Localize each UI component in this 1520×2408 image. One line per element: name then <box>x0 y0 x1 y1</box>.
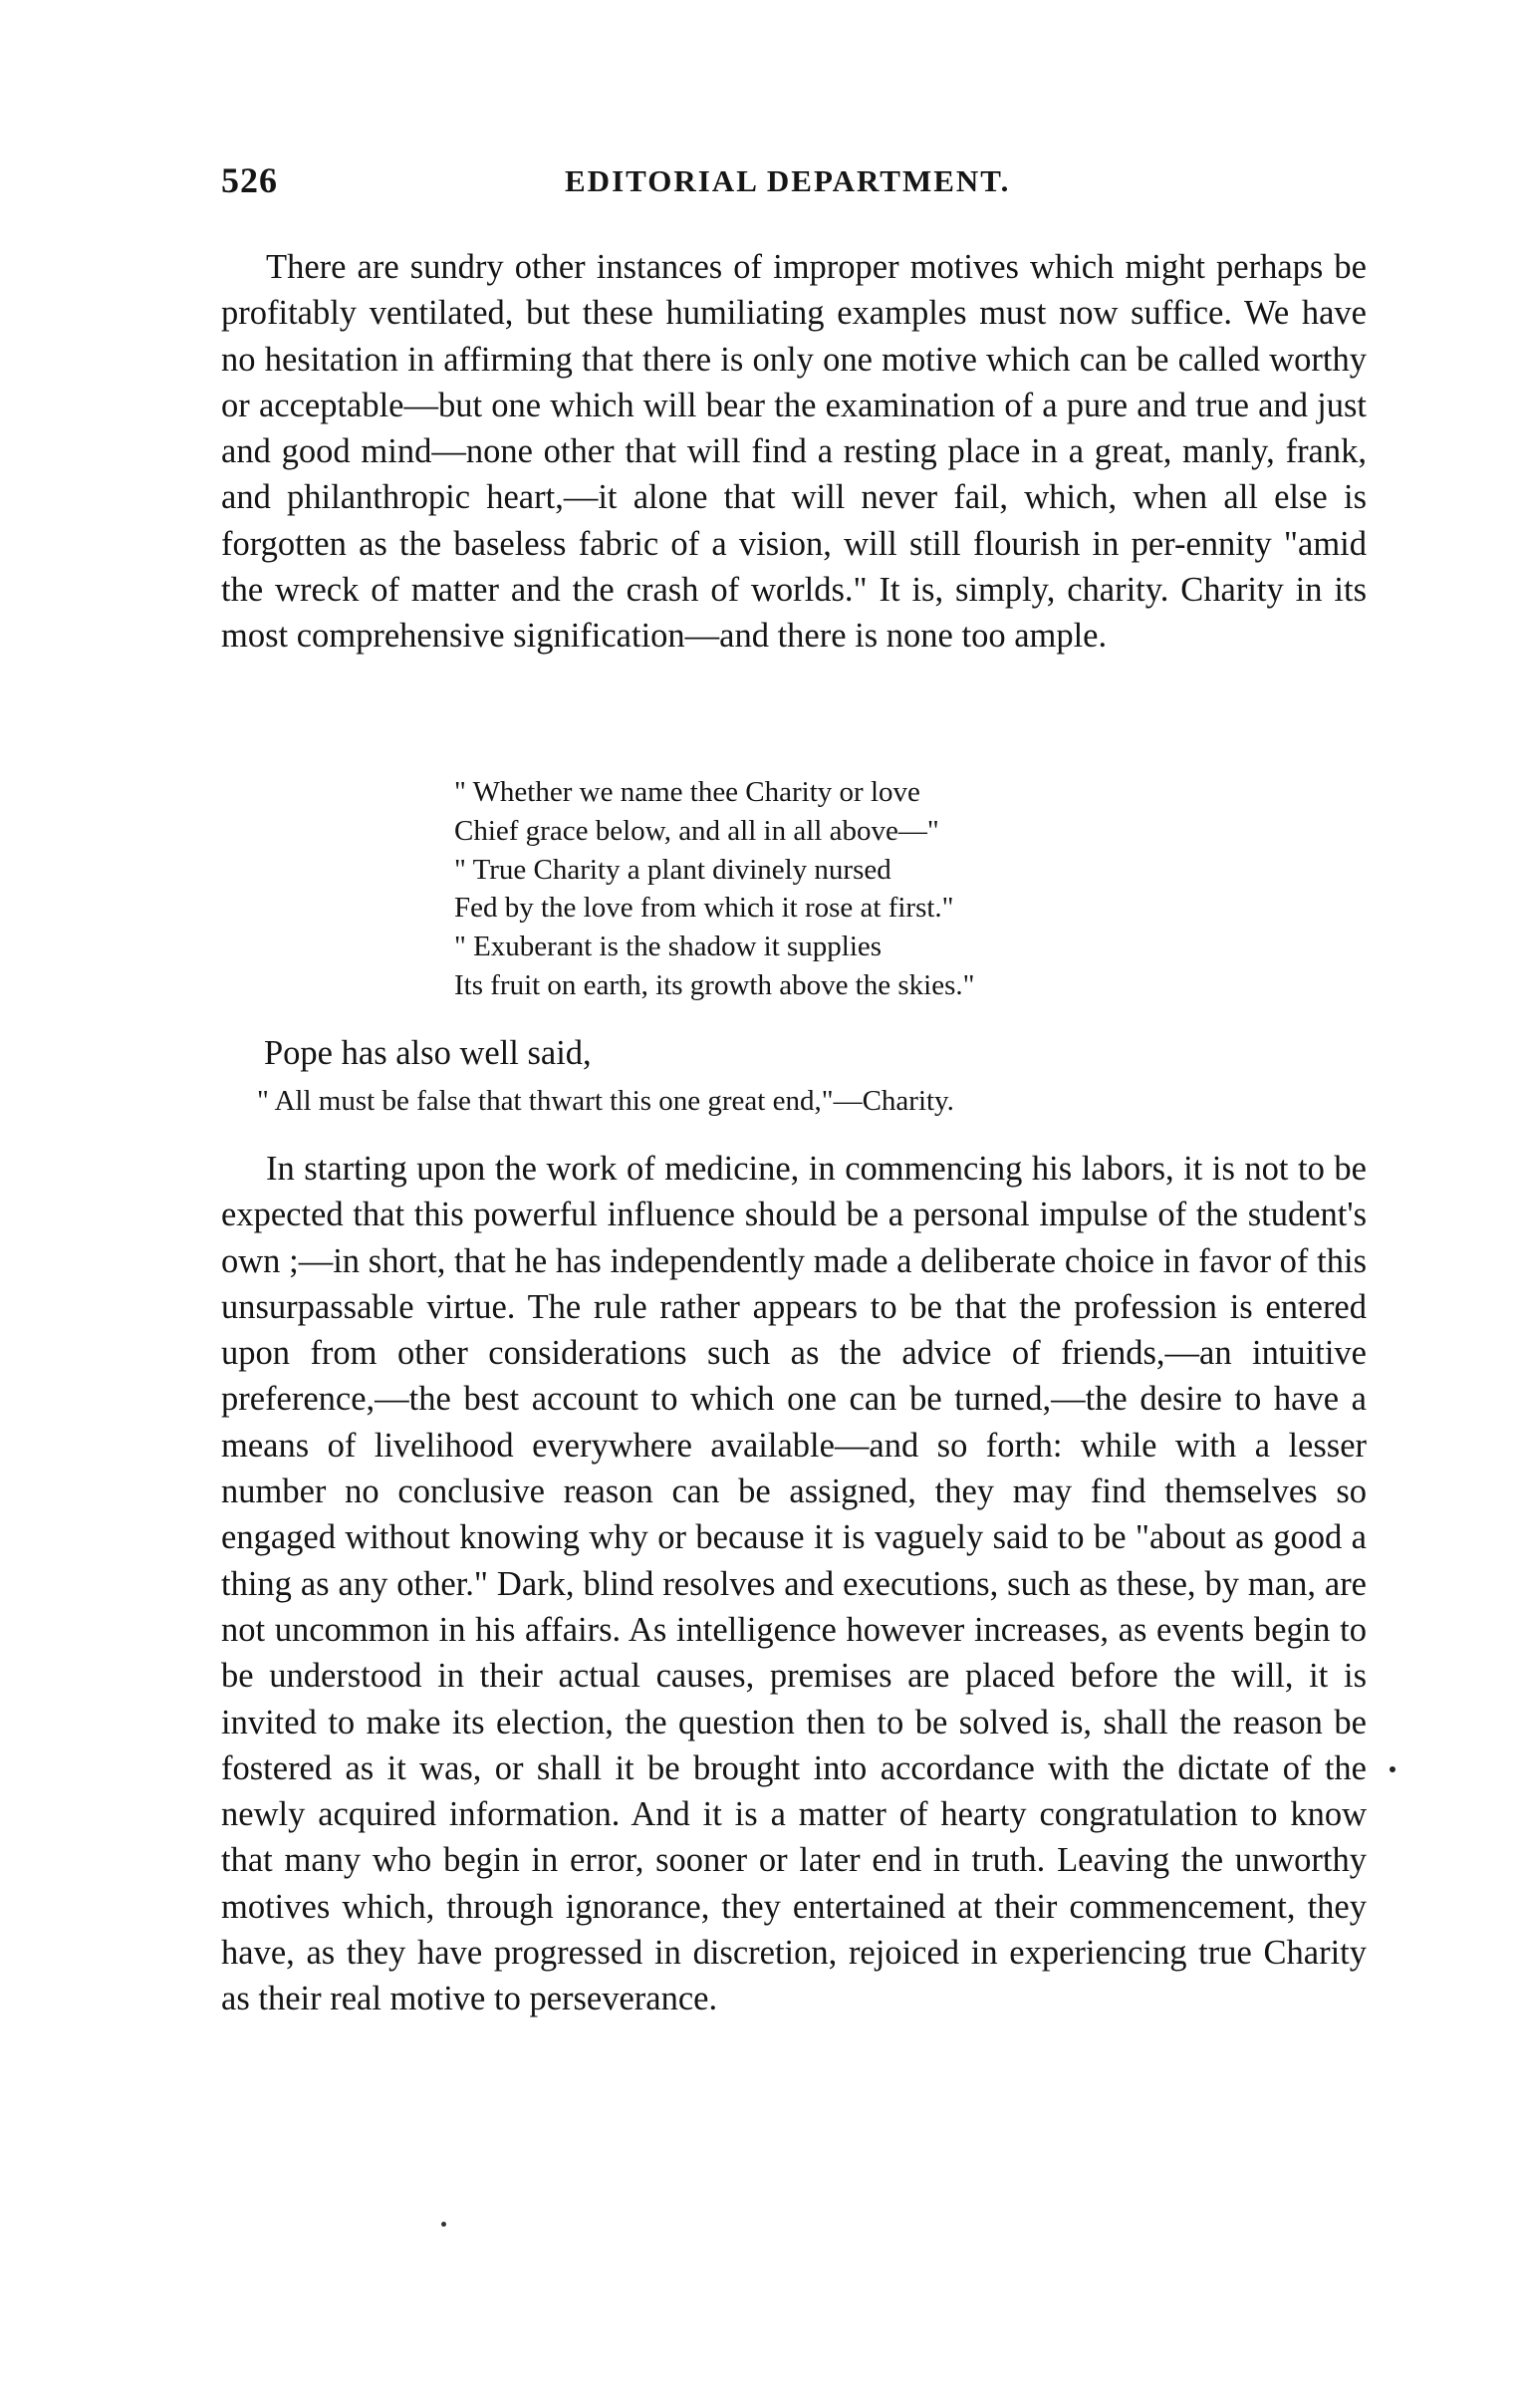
pope-intro-line: Pope has also well said, <box>264 1034 592 1072</box>
verse-line: Its fruit on earth, its growth above the skies." <box>454 968 975 1001</box>
verse-line: " Whether we name thee Charity or love <box>454 776 920 808</box>
verse-quotation <box>454 773 1251 1005</box>
verse-line: " Exuberant is the shadow it supplies <box>454 931 883 963</box>
verse-line: " True Charity a plant divinely nursed <box>454 853 891 886</box>
running-title: EDITORIAL DEPARTMENT. <box>565 163 1011 198</box>
print-speck <box>441 2222 446 2227</box>
verse-line: Chief grace below, and all in all above—" <box>454 814 939 847</box>
verse-line: Fed by the love from which it rose at first." <box>454 892 954 925</box>
pope-quotation: " All must be false that thwart this one great end,"—Charity. <box>257 1085 954 1117</box>
page-number: 526 <box>221 160 278 200</box>
paragraph-charity-motive <box>221 244 1367 660</box>
paragraph-text: There are sundry other instances of improper motives which might perhaps be profitably ventilated, but these humiliating examples must now suffice. We have no hesitation in affirming that there is only one motive which can be called worthy or acceptable—but one which will bear the examination of a pure and true and just and good mind—none other that will find a resting place in a great, manly, frank, and philanthropic heart,—it alone that will never fail, which, when all else is forgotten as the baseless fabric of a vision, will still flourish in per-ennity "amid the wreck of matter and the crash of worlds." It is, simply, charity. Charity in its most comprehensive signification—and there is none too ample. <box>221 248 1367 656</box>
paragraph-medicine-motives <box>221 1146 1367 2022</box>
running-head <box>221 159 1367 209</box>
paragraph-text: In starting upon the work of medicine, in commencing his labors, it is not to be expected that this powerful influence should be a personal impulse of the student's own ;—in short, that he has independently made a deliberate choice in favor of this unsurpassable virtue. The rule rather appears to be that the profession is entered upon from other considerations such as the advice of friends,—an intuitive preference,—the best account to which one can be turned,—the desire to have a means of livelihood everywhere available—and so forth: while with a lesser number no conclusive reason can be assigned, they may find themselves so engaged without knowing why or because it is vaguely said to be "about as good a thing as any other." Dark, blind resolves and executions, such as these, by man, are not uncommon in his affairs. As intelligence however increases, as events begin to be understood in their actual causes, premises are placed before the will, it is invited to make its election, the question then to be solved is, shall the reason be fostered as it was, or shall it be brought into accordance with the dictate of the newly acquired information. And it is a matter of hearty congratulation to know that many who begin in error, sooner or later end in truth. Leaving the unworthy motives which, through ignorance, they entertained at their commencement, they have, as they have progressed in discretion, rejoiced in experiencing true Charity as their real motive to perseverance. <box>221 1150 1367 2018</box>
margin-mark <box>1390 1766 1395 1772</box>
